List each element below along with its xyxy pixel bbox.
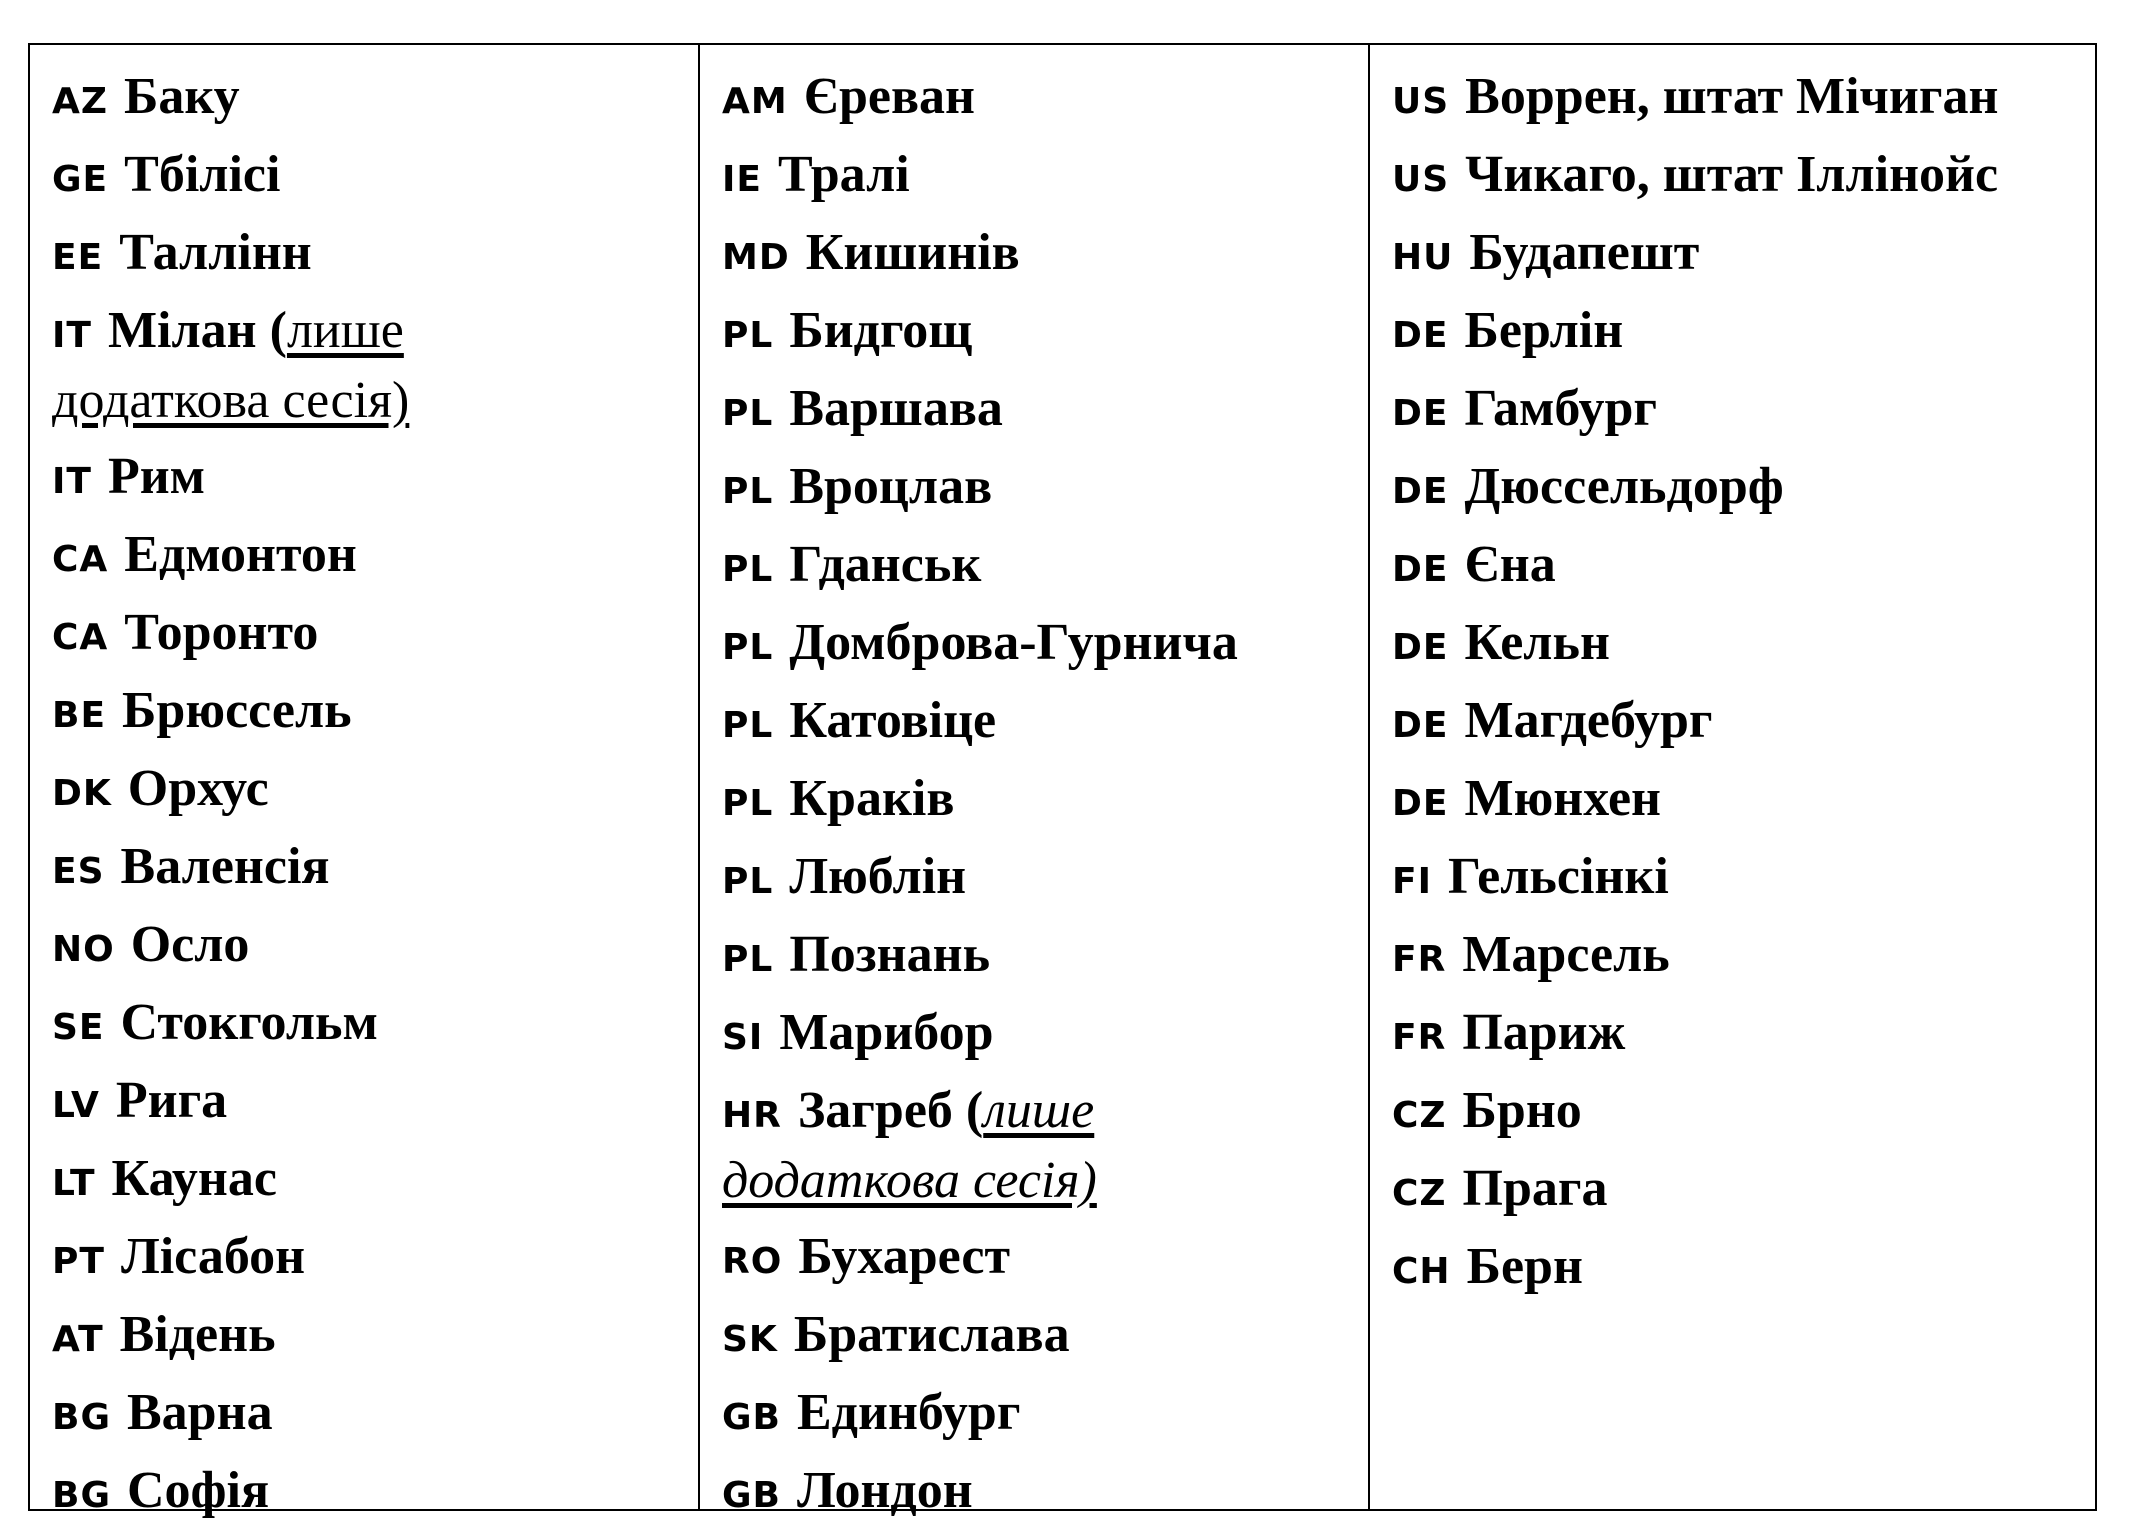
list-item (52, 136, 698, 214)
city-name: Кишинів (805, 224, 1020, 281)
country-code: CH (1392, 1251, 1451, 1292)
session-note: додаткова сесія) (52, 372, 410, 429)
country-code: PL (722, 939, 774, 980)
list-item (52, 906, 698, 984)
list-item (52, 1296, 698, 1374)
city-name: Єреван (803, 68, 975, 125)
country-code: BE (52, 695, 107, 736)
list-item (52, 292, 698, 438)
country-code: LV (52, 1085, 100, 1126)
list-item (722, 760, 1368, 838)
city-name: Братислава (793, 1306, 1070, 1363)
list-item (1392, 292, 2095, 370)
country-code: DE (1392, 783, 1449, 824)
city-name: Прага (1462, 1160, 1608, 1217)
city-name: Стокгольм (120, 994, 378, 1051)
city-name: Таллінн (119, 224, 312, 281)
city-name: Катовіце (789, 692, 997, 749)
country-code: PL (722, 705, 774, 746)
list-item (722, 604, 1368, 682)
city-name: Варшава (789, 380, 1003, 437)
list-item (52, 516, 698, 594)
list-item (1392, 916, 2095, 994)
city-name: Бидгощ (789, 302, 973, 359)
country-code: PT (52, 1241, 105, 1282)
city-name: Гамбург (1464, 380, 1657, 437)
list-item (722, 448, 1368, 526)
list-item (722, 1296, 1368, 1374)
city-name: Марибор (779, 1004, 994, 1061)
country-code: BG (52, 1475, 111, 1516)
country-code: PL (722, 315, 774, 356)
country-code: AT (52, 1319, 104, 1360)
country-code: MD (722, 237, 790, 278)
list-item (1392, 214, 2095, 292)
country-code: IT (52, 461, 92, 502)
city-name: Відень (119, 1306, 276, 1363)
city-name: Торонто (124, 604, 319, 661)
list-item (1392, 58, 2095, 136)
country-code: SE (52, 1007, 105, 1048)
cities-table (28, 43, 2097, 1519)
country-code: CZ (1392, 1173, 1447, 1214)
country-code: AZ (52, 81, 108, 122)
country-code: DE (1392, 705, 1449, 746)
list-item (52, 672, 698, 750)
city-name: Єна (1464, 536, 1556, 593)
city-name: Мюнхен (1464, 770, 1662, 827)
list-item (722, 526, 1368, 604)
country-code: HU (1392, 237, 1454, 278)
list-item (52, 750, 698, 828)
country-code: PL (722, 471, 774, 512)
list-item (52, 1062, 698, 1140)
city-name: Тбілісі (124, 146, 281, 203)
city-name: Краків (789, 770, 955, 827)
city-name: Берлін (1464, 302, 1624, 359)
table-column-3 (1370, 45, 2095, 1509)
country-code: DE (1392, 471, 1449, 512)
city-name: Гельсінкі (1448, 848, 1669, 905)
city-name: Рим (107, 448, 206, 505)
city-name: Рига (115, 1072, 228, 1129)
list-item (52, 58, 698, 136)
country-code: US (1392, 81, 1450, 122)
country-code: DE (1392, 393, 1449, 434)
city-name: Познань (789, 926, 991, 983)
city-name: Домброва-Гурнича (789, 614, 1238, 671)
city-name: Единбург (797, 1384, 1021, 1441)
country-code: PL (722, 861, 774, 902)
list-item (1392, 136, 2095, 214)
city-name: Вроцлав (789, 458, 993, 515)
country-code: ES (52, 851, 105, 892)
city-name: Дюссельдорф (1464, 458, 1784, 515)
list-item (722, 292, 1368, 370)
table-column-2 (700, 45, 1370, 1519)
list-item (52, 828, 698, 906)
country-code: BG (52, 1397, 111, 1438)
country-code: AM (722, 81, 788, 122)
city-name: Едмонтон (124, 526, 357, 583)
session-note: додаткова сесія) (722, 1152, 1097, 1209)
list-item (722, 136, 1368, 214)
list-item (722, 1452, 1368, 1530)
country-code: IE (722, 159, 762, 200)
country-code: PL (722, 393, 774, 434)
city-name: Мілан ( (107, 302, 287, 359)
list-item (52, 1374, 698, 1452)
country-code: GE (52, 159, 109, 200)
country-code: PL (722, 549, 774, 590)
city-name: Валенсія (120, 838, 330, 895)
list-item (722, 1374, 1368, 1452)
city-name: Орхус (127, 760, 269, 817)
country-code: DE (1392, 627, 1449, 668)
city-name: Каунас (111, 1150, 277, 1207)
list-item (52, 1140, 698, 1218)
city-name: Брно (1462, 1082, 1582, 1139)
country-code: CZ (1392, 1095, 1447, 1136)
city-name: Берн (1466, 1238, 1583, 1295)
list-item (1392, 526, 2095, 604)
country-code: GB (722, 1475, 781, 1516)
list-item (52, 984, 698, 1062)
list-item (1392, 1150, 2095, 1228)
city-name: Гданськ (789, 536, 982, 593)
list-item (1392, 682, 2095, 760)
country-code: SI (722, 1017, 764, 1058)
list-item (722, 1218, 1368, 1296)
list-item (1392, 604, 2095, 682)
list-item (52, 214, 698, 292)
country-code: RO (722, 1241, 783, 1282)
session-note: лише (983, 1082, 1095, 1139)
city-name: Брюссель (122, 682, 352, 739)
city-name: Марсель (1462, 926, 1670, 983)
list-item (722, 370, 1368, 448)
list-item (52, 438, 698, 516)
country-code: NO (52, 929, 115, 970)
country-code: HR (722, 1095, 782, 1136)
list-item (1392, 370, 2095, 448)
country-code: FI (1392, 861, 1432, 902)
list-item (1392, 838, 2095, 916)
country-code: IT (52, 315, 92, 356)
country-code: EE (52, 237, 104, 278)
list-item (1392, 1072, 2095, 1150)
list-item (722, 1072, 1368, 1218)
city-name: Лісабон (120, 1228, 306, 1285)
city-name: Софія (127, 1462, 270, 1519)
list-item (52, 594, 698, 672)
list-item (722, 58, 1368, 136)
city-name: Будапешт (1469, 224, 1700, 281)
city-name: Чикаго, штат Іллінойс (1465, 146, 1999, 203)
city-name: Тралі (778, 146, 910, 203)
city-name: Люблін (789, 848, 967, 905)
country-code: PL (722, 627, 774, 668)
list-item (52, 1452, 698, 1530)
city-name: Загреб ( (797, 1082, 984, 1139)
city-name: Магдебург (1464, 692, 1713, 749)
table-column-1 (30, 45, 700, 1519)
country-code: DK (52, 773, 112, 814)
city-name: Варна (127, 1384, 273, 1441)
list-item (1392, 448, 2095, 526)
list-item (722, 994, 1368, 1072)
session-note: лише (286, 302, 404, 359)
city-name: Лондон (797, 1462, 973, 1519)
city-name: Осло (130, 916, 250, 973)
city-name: Париж (1462, 1004, 1626, 1061)
city-name: Бухарест (798, 1228, 1010, 1285)
country-code: DE (1392, 315, 1449, 356)
country-code: LT (52, 1163, 96, 1204)
list-item (722, 214, 1368, 292)
list-item (1392, 994, 2095, 1072)
list-item (1392, 1228, 2095, 1306)
list-item (1392, 760, 2095, 838)
country-code: GB (722, 1397, 781, 1438)
country-code: PL (722, 783, 774, 824)
country-code: DE (1392, 549, 1449, 590)
country-code: US (1392, 159, 1450, 200)
country-code: FR (1392, 939, 1447, 980)
city-name: Баку (123, 68, 240, 125)
list-item (722, 682, 1368, 760)
list-item (52, 1218, 698, 1296)
list-item (722, 916, 1368, 994)
city-name: Воррен, штат Мічиган (1465, 68, 1999, 125)
country-code: CA (52, 617, 109, 658)
country-code: FR (1392, 1017, 1447, 1058)
city-name: Кельн (1464, 614, 1610, 671)
country-code: SK (722, 1319, 778, 1360)
list-item (722, 838, 1368, 916)
country-code: CA (52, 539, 109, 580)
